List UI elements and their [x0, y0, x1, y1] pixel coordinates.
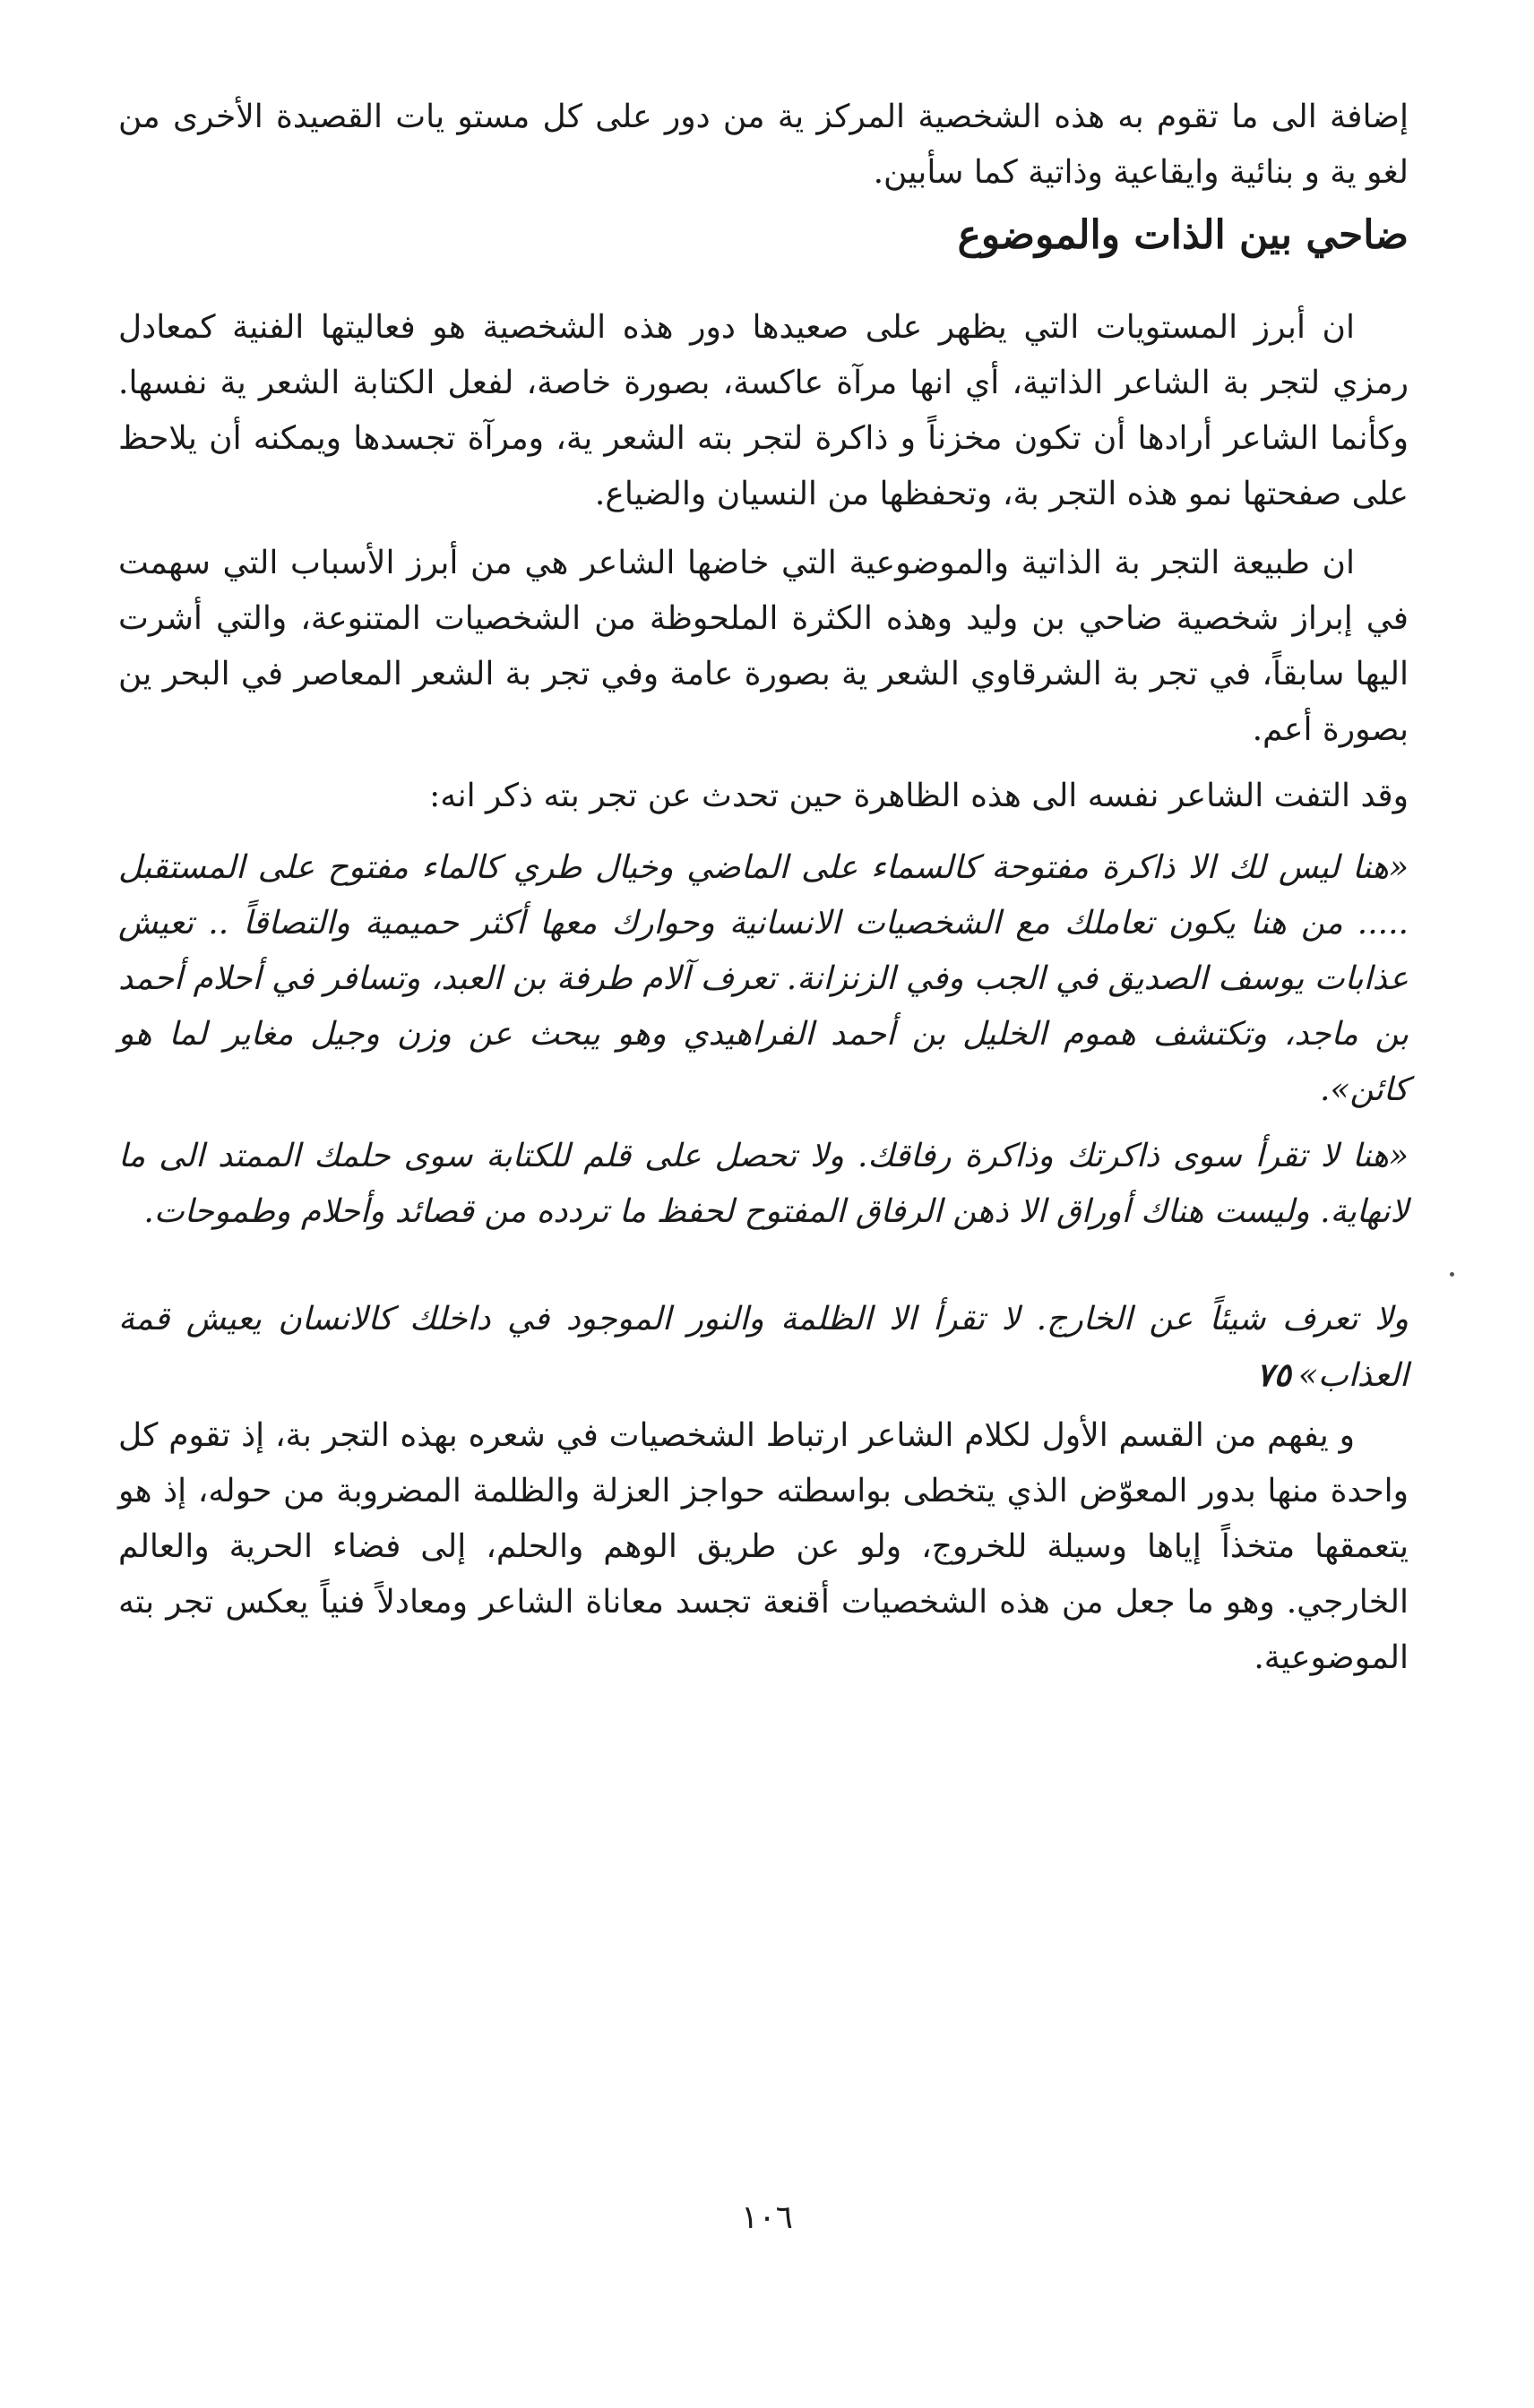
body-paragraph-causes: ان طبيعة التجر بة الذاتية والموضوعية التي خاضها الشاعر هي من أبرز الأسباب التي سهمت في إبراز شخصية ضاحي بن وليد وهذه الكثرة الملحوظة من الشخصيات المتنوعة، والتي أشرت اليها سابقاً، في تجر بة الشرقاوي الشعر ية بصورة عامة وفي تجر بة الشعر المعاصر في البحر ين بصورة أعم. — [118, 545, 1409, 748]
quotation-darkness — [118, 1292, 1409, 1404]
margin-mark — [1450, 1272, 1454, 1277]
section-heading: ضاحي بين الذات والموضوع — [957, 212, 1409, 258]
intro-paragraph: إضافة الى ما تقوم به هذه الشخصية المركز ية من دور على كل مستو يات القصيدة الأخرى من لغو ية و بنائية وايقاعية وذاتية كما سأبين. — [118, 99, 1409, 191]
page-number: ١٠٦ — [740, 2199, 793, 2236]
quotation-darkness-text: ولا تعرف شيئاً عن الخارج. لا تقرأ الا الظلمة والنور الموجود في داخلك كالانسان يعيش قمة العذاب» — [118, 1301, 1409, 1394]
quotation-prison-reading: «هنا لا تقرأ سوى ذاكرتك وذاكرة رفاقك. ولا تحصل على قلم للكتابة سوى حلمك الممتد الى ما لانهاية. وليست هناك أوراق الا ذهن الرفاق المفتوح لحفظ ما تردده من قصائد وأحلام وطموحات. — [118, 1138, 1409, 1230]
body-paragraph-interpretation: و يفهم من القسم الأول لكلام الشاعر ارتباط الشخصيات في شعره بهذه التجر بة، إذ تقوم كل واحدة منها بدور المعوّض الذي يتخطى بواسطته حواجز العزلة والظلمة المضروبة من حوله، إذ هو يتعمقها متخذاً إياها وسيلة للخروج، ولو عن طريق الوهم والحلم، إلى فضاء الحرية والعالم الخارجي. وهو ما جعل من هذه الشخصيات أقنعة تجسد معاناة الشاعر ومعادلاً فنياً يعكس تجر بته الموضوعية. — [118, 1417, 1409, 1676]
quotation-memory: «هنا ليس لك الا ذاكرة مفتوحة كالسماء على الماضي وخيال طري كالماء مفتوح على المستقبل ..... من هنا يكون تعاملك مع الشخصيات الانسانية وحوارك معها أكثر حميمية والتصاقاً .. تعيش عذابات يوسف الصديق في الجب وفي الزنزانة. تعرف آلام طرفة بن العبد، وتسافر في أحلام أحمد بن ماجد، وتكتشف هموم الخليل بن أحمد الفراهيدي وهو يبحث عن وزن وجيل مغاير لما هو كائن». — [118, 849, 1409, 1108]
footnote-reference: ٧٥ — [1256, 1356, 1291, 1394]
body-paragraph-poet-note: وقد التفت الشاعر نفسه الى هذه الظاهرة حين تحدث عن تجر بته ذكر انه: — [429, 778, 1409, 814]
body-paragraph-levels: ان أبرز المستويات التي يظهر على صعيدها دور هذه الشخصية هو فعاليتها الفنية كمعادل رمزي لتجر بة الشاعر الذاتية، أي انها مرآة عاكسة، بصورة خاصة، لفعل الكتابة الشعر ية نفسها. وكأنما الشاعر أرادها أن تكون مخزناً و ذاكرة لتجر بته الشعر ية، ومرآة تجسدها ويمكنه أن يلاحظ على صفحتها نمو هذه التجر بة، وتحفظها من النسيان والضياع. — [118, 309, 1409, 512]
